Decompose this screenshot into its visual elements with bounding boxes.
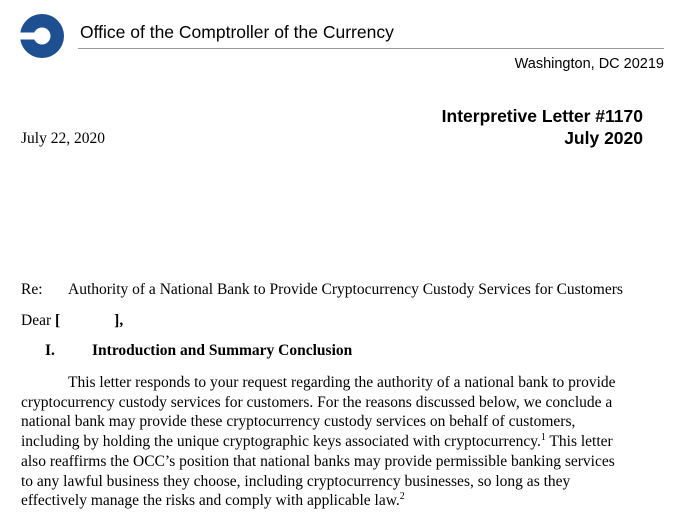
body-line-7-text: effectively manage the risks and comply with applicable law. bbox=[21, 492, 400, 509]
occ-logo-icon bbox=[19, 13, 65, 59]
footnote-ref-1[interactable]: 1 bbox=[540, 432, 546, 443]
re-subject: Authority of a National Bank to Provide Cryptocurrency Custody Services for Customers bbox=[68, 281, 623, 298]
body-line-5: also reaffirms the OCC’s position that national banks may provide permissible banking services bbox=[21, 453, 615, 470]
header-divider bbox=[78, 48, 664, 49]
footnote-ref-2[interactable]: 2 bbox=[399, 491, 405, 502]
letter-title: Interpretive Letter #1170 bbox=[441, 106, 643, 126]
body-line-7 bbox=[21, 493, 405, 509]
salutation-prefix: Dear bbox=[21, 312, 55, 329]
body-line-4-tail: This letter bbox=[545, 433, 613, 450]
office-location: Washington, DC 20219 bbox=[514, 56, 664, 72]
body-line-3: national bank may provide these cryptocurrency custody services on behalf of customers, bbox=[21, 413, 576, 430]
org-name: Office of the Comptroller of the Currency bbox=[80, 22, 394, 42]
redaction-bracket-close: ], bbox=[114, 312, 124, 329]
body-line-4-text: including by holding the unique cryptographic keys associated with cryptocurrency. bbox=[21, 433, 541, 450]
body-line-2: cryptocurrency custody services for customers. For the reasons discussed below, we conclude a bbox=[21, 394, 613, 411]
re-label: Re: bbox=[21, 281, 43, 298]
salutation bbox=[21, 312, 123, 330]
body-line-1: This letter responds to your request regarding the authority of a national bank to provide bbox=[68, 374, 616, 391]
body-line-6: to any lawful business they choose, including cryptocurrency businesses, so long as they bbox=[21, 473, 571, 490]
redaction-bracket-open: [ bbox=[55, 312, 61, 329]
body-line-4 bbox=[21, 434, 613, 450]
section-title: Introduction and Summary Conclusion bbox=[92, 342, 353, 359]
letter-month: July 2020 bbox=[564, 128, 643, 148]
section-number: I. bbox=[45, 342, 55, 359]
letter-date: July 22, 2020 bbox=[21, 130, 105, 147]
